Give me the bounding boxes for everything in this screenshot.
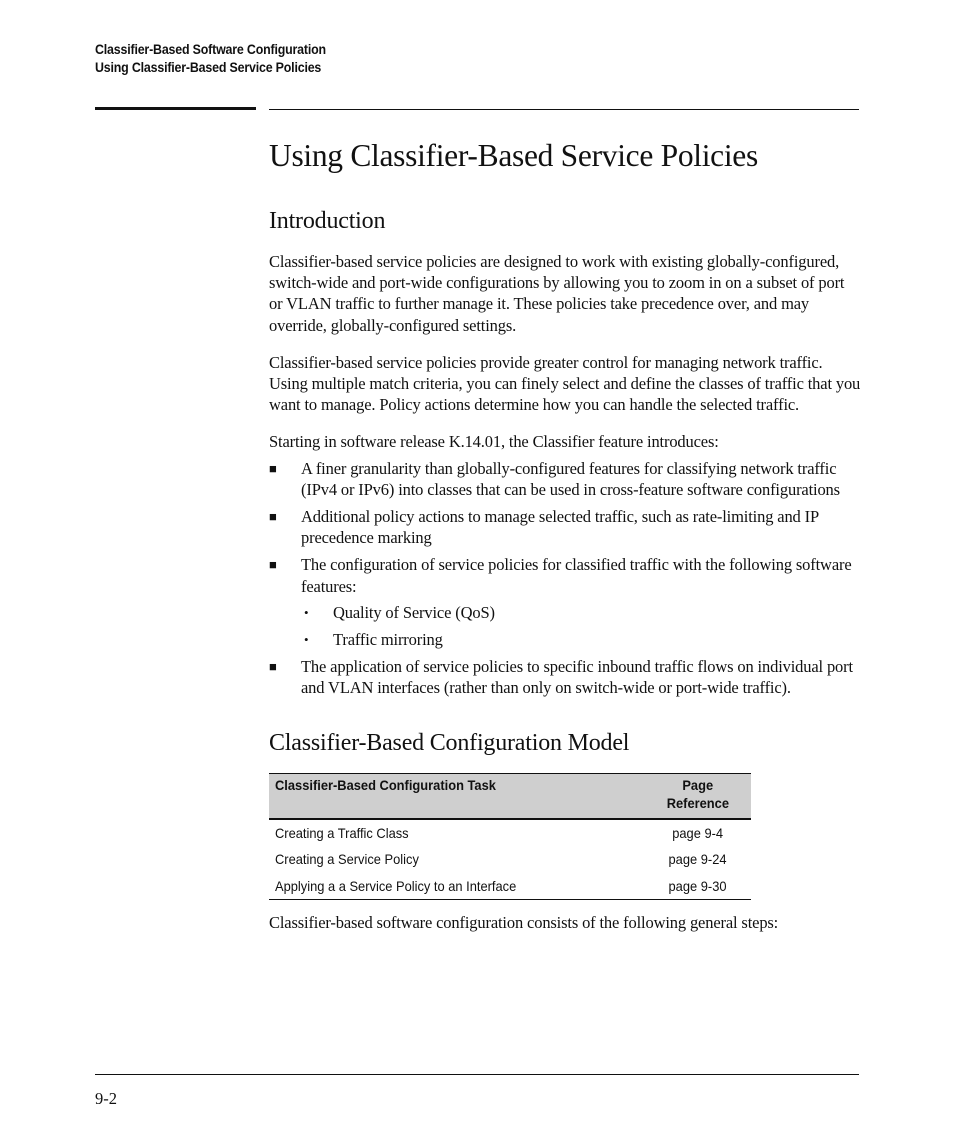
closing-paragraph: Classifier-based software configuration consists of the following general steps:: [269, 913, 779, 933]
page-reference-cell: page 9-24: [668, 851, 727, 868]
square-bullet-icon: ■: [269, 460, 277, 476]
task-cell: Applying a a Service Policy to an Interface: [269, 873, 644, 900]
intro-paragraph-1: Classifier-based service policies are designed to work with existing globally-configured, switch-wide and port-wide configurations by allowing you to zoom in on a subset of port or VLAN traffic to further manage it. These policies take precedence over, and may override, globally-configured settings.: [269, 252, 845, 335]
table-row: [269, 819, 751, 847]
configuration-task-table: [269, 773, 751, 901]
page-number: 9-2: [95, 1089, 117, 1108]
configuration-model-heading: Classifier-Based Configuration Model: [269, 729, 630, 756]
task-cell: Creating a Service Policy: [275, 851, 419, 868]
intro-paragraph-2: Classifier-based service policies provide greater control for managing network traffic. Using multiple match criteria, you can finely select and define the classes of traffic that you want to manage. Policy actions determine how you can handle the selected traffic.: [269, 352, 861, 415]
round-bullet-icon: •: [304, 604, 309, 620]
list-item-text: Additional policy actions to manage selected traffic, such as rate-limiting and IP precedence marking: [301, 507, 819, 548]
intro-paragraph-3: Starting in software release K.14.01, the Classifier feature introduces:: [269, 432, 719, 452]
task-cell: Creating a Traffic Class: [275, 824, 409, 841]
running-header: [95, 41, 326, 77]
sub-list-item: [301, 629, 861, 650]
running-header-chapter: Classifier-Based Software Configuration: [95, 42, 326, 57]
list-item: [269, 458, 861, 500]
main-content: [269, 130, 861, 933]
table-header-row: [269, 773, 751, 819]
round-bullet-icon: •: [304, 632, 309, 648]
sub-list-item: [301, 602, 861, 623]
page-reference-cell: page 9-4: [672, 824, 723, 841]
square-bullet-icon: ■: [269, 557, 277, 573]
sub-list-item-text: Quality of Service (QoS): [333, 602, 495, 622]
column-header-page-reference: Page Reference: [644, 773, 751, 819]
list-item: [269, 554, 861, 650]
table-row: [269, 846, 751, 873]
feature-list: [269, 458, 861, 699]
list-item-text: A finer granularity than globally-configured features for classifying network traffic (IPv4 or IPv6) into classes that can be used in cross-feature software configurations: [301, 458, 840, 499]
list-item: [269, 656, 861, 698]
column-header-task: Classifier-Based Configuration Task: [269, 773, 644, 819]
square-bullet-icon: ■: [269, 509, 277, 525]
square-bullet-icon: ■: [269, 659, 277, 675]
footer-rule: [95, 1074, 859, 1075]
sub-feature-list: [301, 602, 861, 650]
sub-list-item-text: Traffic mirroring: [333, 630, 443, 650]
header-rule-thin: [269, 109, 859, 110]
page-reference-cell: page 9-30: [644, 873, 751, 900]
list-item: [269, 506, 861, 548]
introduction-heading: Introduction: [269, 208, 386, 234]
running-header-section: Using Classifier-Based Service Policies: [95, 60, 322, 75]
page-title: Using Classifier-Based Service Policies: [269, 138, 758, 173]
list-item-text: The application of service policies to specific inbound traffic flows on individual port and VLAN interfaces (rather than only on switch-wide or port-wide traffic).: [301, 657, 853, 698]
list-item-text: The configuration of service policies for classified traffic with the following software features:: [301, 555, 852, 596]
table-row: [269, 873, 751, 900]
header-rule-thick: [95, 107, 256, 110]
